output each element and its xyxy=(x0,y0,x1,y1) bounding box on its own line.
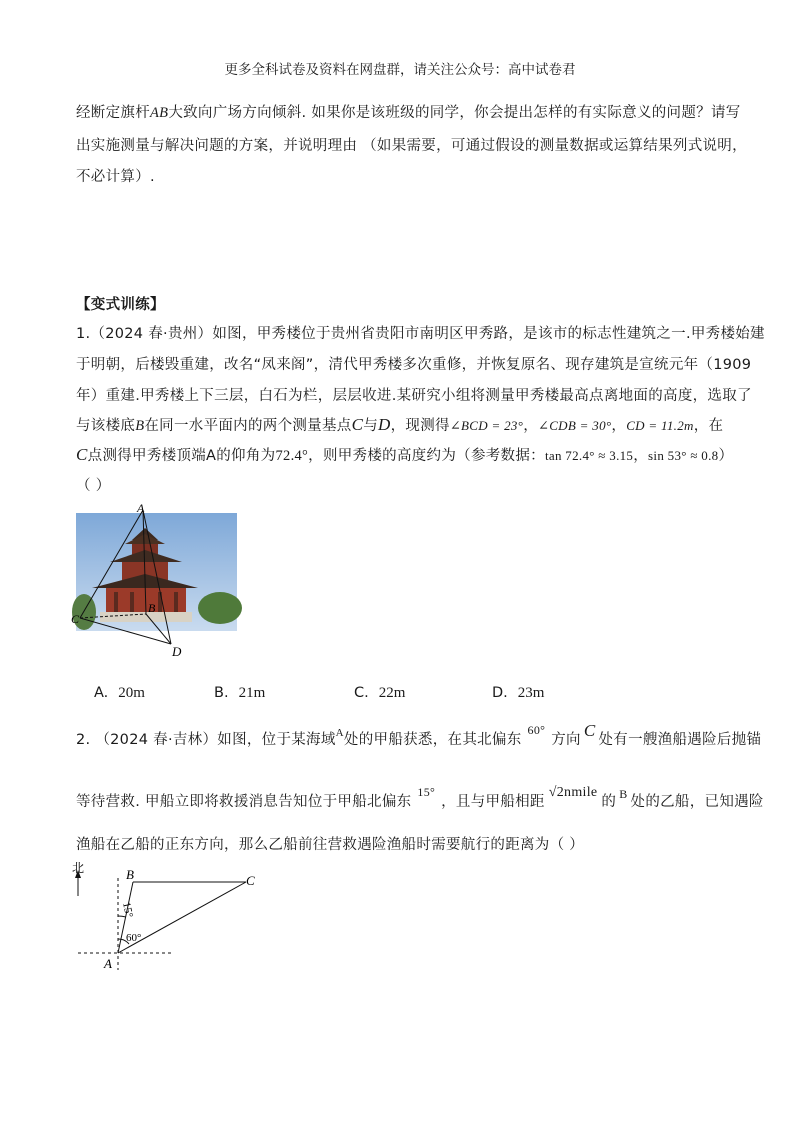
q1-answer-paren: （ ） xyxy=(76,478,111,494)
angle-60-label: 60° xyxy=(126,932,142,944)
angle-15-label: 15° xyxy=(120,901,136,919)
label-c: C xyxy=(71,612,80,626)
q2-line-3: 渔船在乙船的正东方向，那么乙船前往营救遇险渔船时需要航行的距离为（ ） xyxy=(76,837,585,853)
point-a-label: A xyxy=(104,956,112,971)
var-ab: AB xyxy=(150,105,169,121)
section-title: 【变式训练】 xyxy=(76,297,165,313)
north-label: 北 xyxy=(72,861,85,875)
label-a: A xyxy=(137,501,145,515)
intro-line-2: 出实施测量与解决问题的方案，并说明理由 （如果需要，可通过假设的测量数据或运算结果列式说明， xyxy=(76,138,747,154)
q1-option-b[interactable]: B. 21m xyxy=(214,685,266,701)
q1-line-4: 与该楼底B在同一水平面内的两个测量基点C与D，现测得∠BCD = 23°，∠CDB = 30°，CD = 11.2m，在 xyxy=(76,415,724,434)
q2-line-2: 等待营救. 甲船立即将救援消息告知位于甲船北偏东$^{15^\circ}$，且与甲船相距√2nmile的 $^B$ 处的乙船，已知遇险 xyxy=(76,785,764,810)
q1-line-1: 1.（2024 春·贵州）如图，甲秀楼位于贵州省贵阳市南明区甲秀路，是该市的标志性建筑之一.甲秀楼始建 xyxy=(76,326,765,342)
q1-line-2: 于明朝，后楼毁重建，改名“凤来阁”，清代甲秀楼多次重修，并恢复原名、现存建筑是宣统元年（1909 xyxy=(76,357,752,373)
q1-figure xyxy=(70,500,270,665)
page-header: 更多全科试卷及资料在网盘群，请关注公众号：高中试卷君 xyxy=(224,62,576,78)
q1-line-3: 年）重建.甲秀楼上下三层，白石为栏，层层收进.某研究小组将测量甲秀楼最高点离地面的高度，选取了 xyxy=(76,388,752,404)
q1-option-d[interactable]: D. 23m xyxy=(492,685,545,701)
q1-option-a[interactable]: A. 20m xyxy=(94,685,145,701)
label-d: D xyxy=(172,644,182,659)
point-c-label: C xyxy=(246,873,255,888)
intro-line-3: 不必计算）. xyxy=(76,169,155,185)
point-b-label: B xyxy=(126,867,134,882)
label-b: B xyxy=(148,601,156,615)
q2-figure xyxy=(68,858,268,973)
q1-line-5: C点测得甲秀楼顶端A的仰角为72.4°，则甲秀楼的高度约为（参考数据：tan 72.4° ≈ 3.15，sin 53° ≈ 0.8） xyxy=(76,445,734,464)
q1-option-c[interactable]: C. 22m xyxy=(354,685,406,701)
q2-line-1: 2. （2024 春·吉林）如图，位于某海域$^A$处的甲船获悉，在其北偏东$^{60^\circ}$方向 C 处有一艘渔船遇险后抛锚 xyxy=(76,721,762,748)
trees-right xyxy=(198,592,242,624)
intro-line-1: 经断定旗杆AB大致向广场方向倾斜. 如果你是该班级的同学，你会提出怎样的有实际意义的问题？请写 xyxy=(76,105,741,121)
